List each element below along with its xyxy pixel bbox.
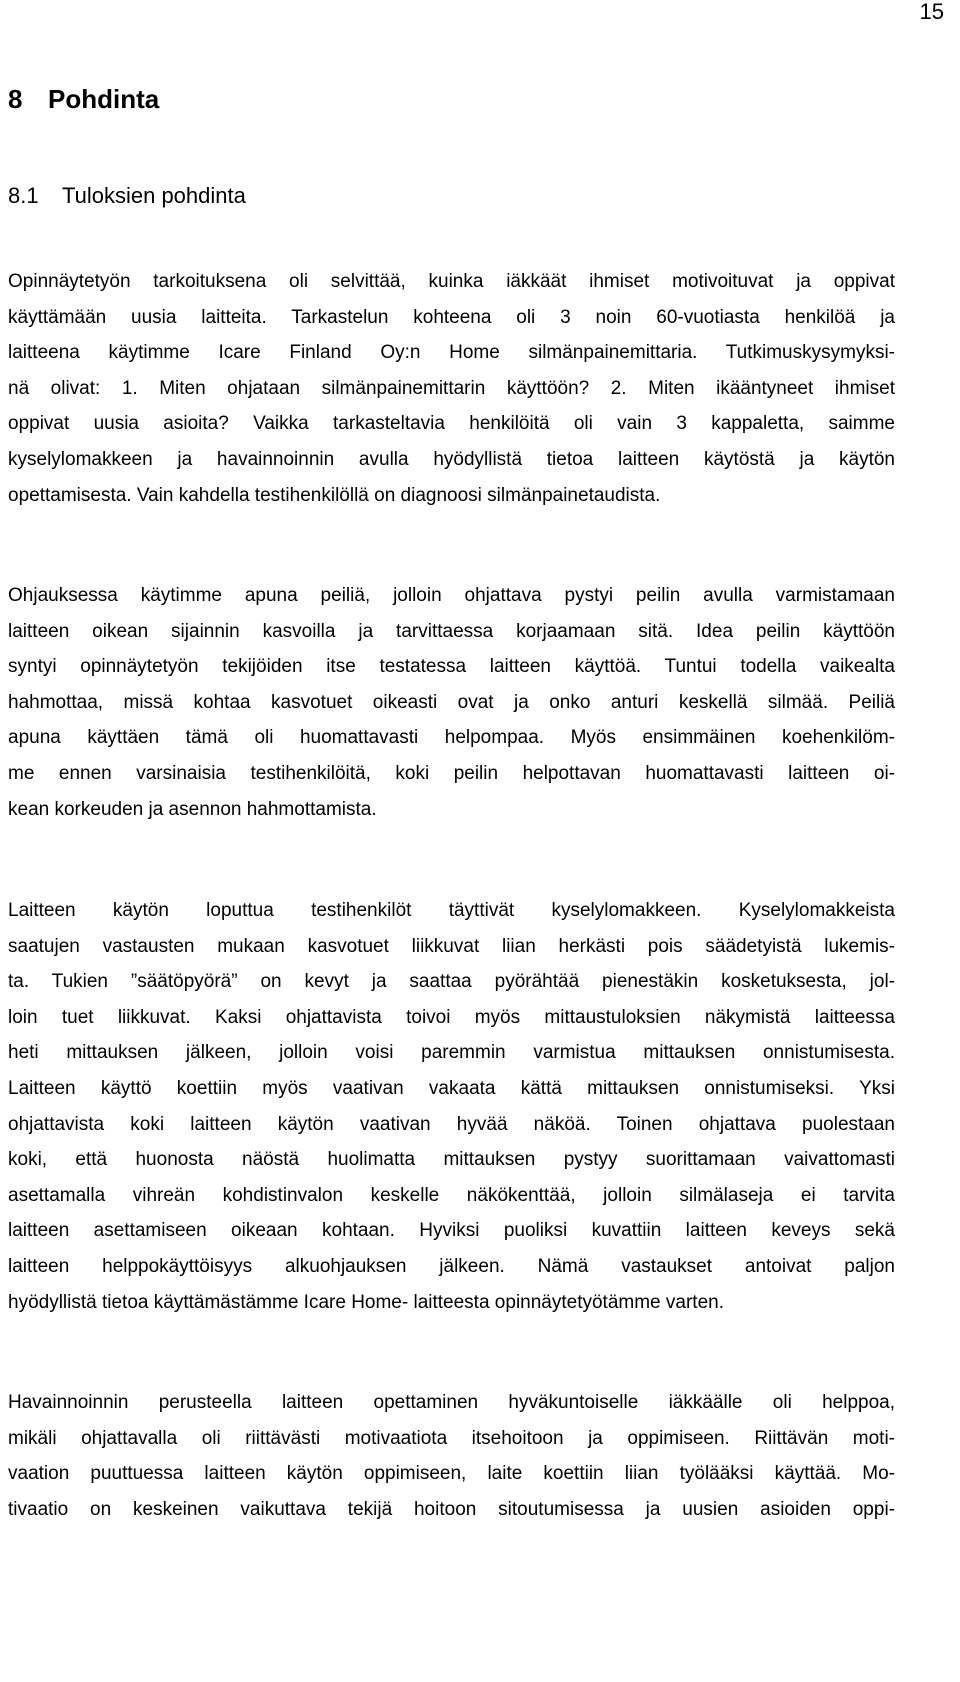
text-line: syntyi opinnäytetyön tekijöiden itse testatessa laitteen käyttöä. Tuntui todella vaikealta — [8, 656, 895, 678]
text-line: opettamisesta. Vain kahdella testihenkilöllä on diagnoosi silmänpainetaudista. — [8, 484, 661, 506]
text-line: tivaatio on keskeinen vaikuttava tekijä hoitoon sitoutumisessa ja uusien asioiden oppi- — [8, 1498, 895, 1520]
text-line: ohjattavista koki laitteen käytön vaativan hyvää näköä. Toinen ohjattava puolestaan — [8, 1113, 895, 1135]
text-line: laitteen oikean sijainnin kasvoilla ja tarvittaessa korjaamaan sitä. Idea peilin käyttöön — [8, 620, 895, 642]
text-line: Ohjauksessa käytimme apuna peiliä, jolloin ohjattava pystyi peilin avulla varmistamaan — [8, 585, 895, 606]
text-line: hyödyllistä tietoa käyttämästämme Icare Home- laitteesta opinnäytetyötämme varten. — [8, 1291, 724, 1313]
text-line: koki, että huonosta näöstä huolimatta mittauksen pystyy suorittamaan vaivattomasti — [8, 1149, 895, 1171]
text-line: mikäli ohjattavalla oli riittävästi motivaatiota itsehoitoon ja oppimiseen. Riittävän moti- — [8, 1427, 895, 1449]
page-number: 15 — [919, 0, 944, 24]
paragraph-2 — [8, 578, 895, 827]
text-line: kyselylomakkeen ja havainnoinnin avulla hyödyllistä tietoa laitteen käytöstä ja käytön — [8, 448, 895, 470]
text-line: Havainnoinnin perusteella laitteen opettaminen hyväkuntoiselle iäkkäälle oli helppoa, — [8, 1392, 895, 1413]
text-line: oppivat uusia asioita? Vaikka tarkasteltavia henkilöitä oli vain 3 kappaletta, saimme — [8, 413, 895, 435]
text-line: Laitteen käyttö koettiin myös vaativan vakaata kättä mittauksen onnistumiseksi. Yksi — [8, 1077, 895, 1099]
paragraph-1 — [8, 264, 895, 513]
paragraph-4 — [8, 1385, 895, 1527]
chapter-number: 8 — [8, 84, 23, 114]
text-line: loin tuet liikkuvat. Kaksi ohjattavista toivoi myös mittaustuloksien näkymistä laitteessa — [8, 1006, 895, 1028]
text-line: me ennen varsinaisia testihenkilöitä, koki peilin helpottavan huomattavasti laitteen oi- — [8, 762, 895, 784]
text-line: käyttämään uusia laitteita. Tarkastelun kohteena oli 3 noin 60-vuotiasta henkilöä ja — [8, 306, 895, 328]
text-line: heti mittauksen jälkeen, jolloin voisi paremmin varmistua mittauksen onnistumisesta. — [8, 1042, 895, 1064]
text-line: asettamalla vihreän kohdistinvalon keskelle näkökenttää, jolloin silmälaseja ei tarvita — [8, 1184, 895, 1206]
text-line: laitteen helppokäyttöisyys alkuohjauksen jälkeen. Nämä vastaukset antoivat paljon — [8, 1255, 895, 1277]
text-line: apuna käyttäen tämä oli huomattavasti helpompaa. Myös ensimmäinen koehenkilöm- — [8, 727, 895, 749]
text-line: Opinnäytetyön tarkoituksena oli selvittää, kuinka iäkkäät ihmiset motivoituvat ja oppivat — [8, 271, 895, 292]
chapter-heading — [8, 83, 159, 115]
text-line: vaation puuttuessa laitteen käytön oppimiseen, laite koettiin liian työlääksi käyttää. Mo- — [8, 1463, 895, 1485]
section-title: Tuloksien pohdinta — [62, 183, 246, 208]
text-line: laitteena käytimme Icare Finland Oy:n Home silmänpainemittaria. Tutkimuskysymyksi- — [8, 342, 895, 364]
chapter-title: Pohdinta — [48, 84, 160, 114]
text-line: Laitteen käytön loputtua testihenkilöt täyttivät kyselylomakkeen. Kyselylomakkeista — [8, 900, 895, 921]
text-line: ta. Tukien ”säätöpyörä” on kevyt ja saattaa pyörähtää pienestäkin kosketuksesta, jol- — [8, 971, 895, 993]
paragraph-3 — [8, 893, 895, 1320]
text-line: laitteen asettamiseen oikeaan kohtaan. Hyviksi puoliksi kuvattiin laitteen keveys sekä — [8, 1220, 895, 1242]
text-line: saatujen vastausten mukaan kasvotuet liikkuvat liian herkästi pois säädetyistä lukemis- — [8, 935, 895, 957]
text-line: kean korkeuden ja asennon hahmottamista. — [8, 798, 377, 820]
section-number: 8.1 — [8, 183, 39, 208]
text-line: hahmottaa, missä kohtaa kasvotuet oikeasti ovat ja onko anturi keskellä silmää. Peiliä — [8, 691, 895, 713]
text-line: nä olivat: 1. Miten ohjataan silmänpainemittarin käyttöön? 2. Miten ikääntyneet ihmiset — [8, 377, 895, 399]
section-heading — [8, 181, 246, 211]
